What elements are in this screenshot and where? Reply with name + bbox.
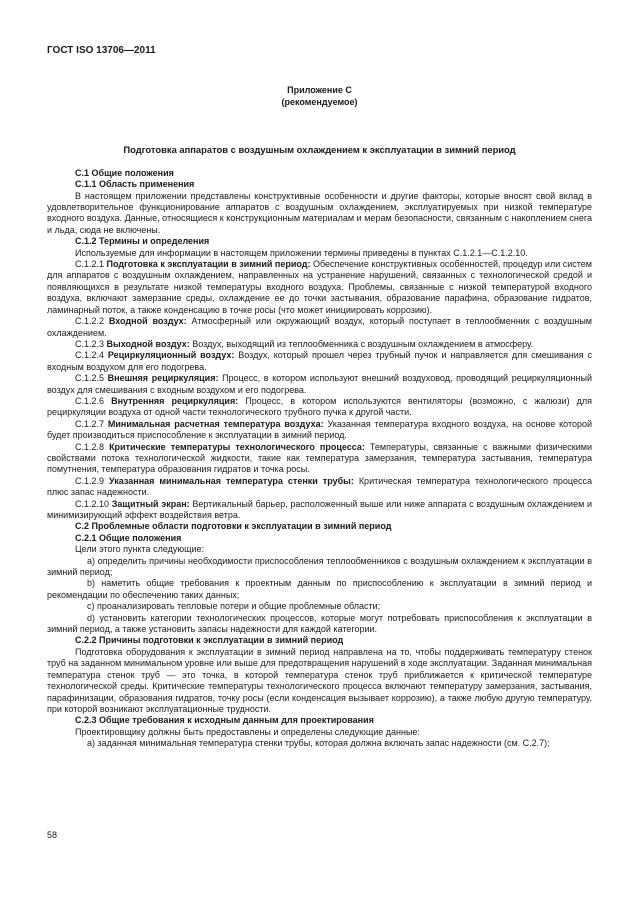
term-number: С.1.2.10: [75, 498, 112, 509]
term-name: Подготовка к эксплуатации в зимний период:: [106, 259, 311, 270]
term-number: С.1.2.6: [75, 395, 112, 406]
term-number: С.1.2.2: [75, 316, 109, 327]
term-definition: [47, 259, 592, 316]
term-text: Атмосферный или окружающий воздух, который поступает в теплообменник с воздушным охлаждением.: [47, 316, 592, 338]
term-text: Вертикальный барьер, расположенный выше или ниже аппарата с воздушным охлаждением и минимизирующий эффект воздействия ветра.: [47, 498, 592, 520]
term-name: Указанная минимальная температура стенки трубы:: [109, 475, 354, 486]
term-name: Критические температуры технологического процесса:: [109, 441, 365, 452]
term-name: Рециркуляционный воздух:: [107, 350, 235, 361]
term-definition: [47, 350, 592, 373]
term-number: С.1.2.9: [75, 475, 110, 486]
section-heading: С.2 Проблемные области подготовки к эксплуатации в зимний период: [75, 521, 392, 532]
term-name: Внутренняя рециркуляция:: [111, 395, 239, 406]
term-text: Воздух, который прошел через трубный пучок и направляется для смешивания с входным воздухом для его подогрева.: [47, 350, 592, 372]
term-name: Внешняя рециркуляция:: [107, 373, 219, 384]
term-number: С.1.2.1: [75, 259, 107, 270]
term-definition: [47, 373, 592, 396]
list-item: a) определить причины необходимости приспособления теплообменников с воздушным охлаждением к эксплуатации в зимний период;: [47, 555, 592, 578]
paragraph: Цели этого пункта следующие:: [75, 544, 205, 555]
section-heading: С.1.2 Термины и определения: [75, 236, 210, 247]
section-heading: С.2.3 Общие требования к исходным данным для проектирования: [75, 715, 374, 726]
term-text: Процесс, в котором используются вентиляторы (возможно, с жалюзи) для рециркуляции воздуха от одной части технологического трубного пучка к другой части.: [47, 395, 592, 418]
term-number: С.1.2.7: [75, 418, 108, 429]
term-text: Указанная температура входного воздуха, на основе которой будет производиться приспособление к эксплуатации в зимний период.: [47, 418, 593, 441]
term-text: Воздух, выходящий из теплообменника с воздушным охлаждением в атмосферу.: [189, 338, 534, 349]
paragraph: Проектировщику должны быть предоставлены и определены следующие данные:: [75, 726, 420, 737]
document-title: Подготовка аппаратов с воздушным охлаждением к эксплуатации в зимний период: [123, 144, 516, 156]
term-definition: [47, 476, 592, 499]
paragraph: Используемые для информации в настоящем приложении термины приведены в пунктах С.1.2.1—С.1.2.10.: [75, 247, 528, 258]
term-text: Температуры, связанные с важными физическими свойствами потока технологической жидкости, такие как температура замерзания, температура застывания, температура помутнения, температура образования гидратов и точка росы.: [47, 441, 592, 475]
page-number: 58: [47, 830, 58, 840]
section-heading: С.1.1 Область применения: [75, 179, 195, 190]
term-name: Выходной воздух:: [106, 338, 190, 349]
term-definition: [47, 499, 592, 522]
section-heading: С.1 Общие положения: [75, 167, 174, 178]
term-text: Процесс, в котором используют внешний воздуховод, проводящий рециркуляционный воздух для смешивания с входным воздухом и его подогрева.: [47, 373, 592, 395]
term-text: Обеспечение конструктивных особенностей, процедур или систем для аппаратов с воздушным охлаждением, направленных на устранение нарушений, связанных с технологической средой и появляющихся в результате низкой температуры входного воздуха. Проблемы, связанные с низкой температурой входного воздуха, включают замерзание среды, охлаждение ее до точки застывания, образование парафина, образование гидратов, ламинарный поток, а также конденсацию в точке росы (что может инициировать коррозию).: [47, 259, 592, 315]
term-number: С.1.2.4: [75, 350, 108, 361]
term-definition: [47, 316, 592, 339]
list-item: d) установить категории технологических процессов, которые могут потребовать приспособления к эксплуатации в зимний период, а также установить запасы надежности для каждой категории.: [47, 612, 592, 635]
term-number: С.1.2.8: [75, 441, 110, 452]
annex-title: Приложение С: [287, 85, 352, 96]
term-definition: [47, 396, 592, 419]
section-heading: С.2.1 Общие положения: [75, 532, 182, 543]
annex-note: (рекомендуемое): [281, 96, 358, 107]
term-name: Минимальная расчетная температура воздуха:: [107, 418, 324, 429]
term-text: Критическая температура технологического процесса плюс запас надежности.: [47, 475, 592, 498]
section-heading: С.2.2 Причины подготовки к эксплуатации в зимний период: [75, 635, 344, 646]
standard-header: ГОСТ ISO 13706—2011: [47, 45, 156, 56]
term-name: Защитный экран:: [111, 498, 190, 509]
term-number: С.1.2.3: [75, 338, 107, 349]
term-definition: [47, 339, 592, 350]
paragraph: Подготовка оборудования к эксплуатации в зимний период направлена на то, чтобы поддерживать температуру стенок труб на заданном минимальном уровне или выше для предотвращения нарушений в ходе эксплуатации. Заданная минимальная температура стенок труб — это точка, в которой температура стенок труб приближается к критической температуре технологической среды. Критические температуры технологического процесса включают температуру замерзания, застывания, парафинизации, образования гидратов, точку росы (если конденсация вызывает коррозию), а также любую другую температуру, при которой возникают эксплуатационные трудности.: [47, 646, 592, 714]
list-item: a) заданная минимальная температура стенки трубы, которая должна включать запас надежности (см. С.2.7);: [87, 738, 550, 749]
term-number: С.1.2.5: [75, 373, 108, 384]
term-name: Входной воздух:: [108, 316, 187, 327]
list-item: c) проанализировать тепловые потери и общие проблемные области;: [87, 601, 381, 612]
term-definition: [47, 419, 592, 442]
paragraph: В настоящем приложении представлены конструктивные особенности и другие факторы, которые вносят свой вклад в удовлетворительное функционирование аппаратов с воздушным охлаждением, эксплуатируемых при низкой температуре входного воздуха. Данные, относящиеся к конструкционным материалам и мерам безопасности, связанным с накоплением снега и льда, сюда не включены.: [47, 190, 592, 235]
list-item: b) наметить общие требования к проектным данным по приспособлению к эксплуатации в зимний период и рекомендации по обеспечению таких данных;: [47, 578, 592, 600]
term-definition: [47, 442, 592, 476]
